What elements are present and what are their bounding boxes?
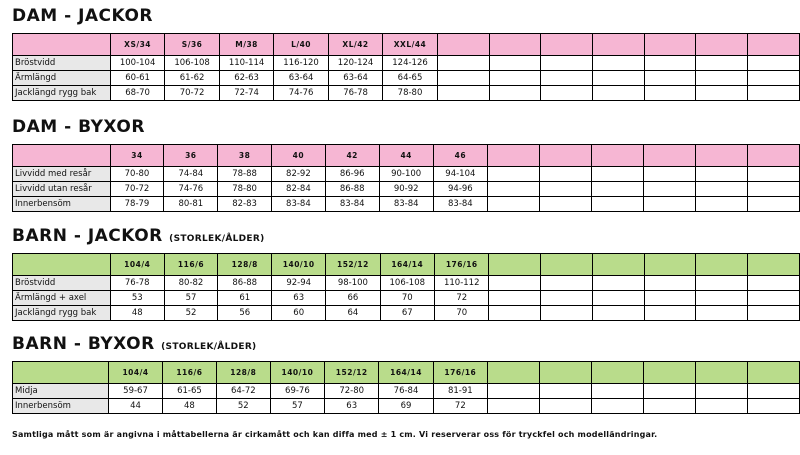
measurement-value: 60 [272,306,326,321]
section-title [12,226,264,246]
empty-cell [644,56,696,71]
measurement-value: 70-72 [165,86,219,101]
measurement-row [13,291,800,306]
empty-header-cell [592,34,644,56]
header-label-cell [13,362,109,384]
empty-cell [591,182,643,197]
empty-header-cell [747,145,799,167]
measurement-value: 86-88 [218,276,272,291]
empty-header-cell [539,145,591,167]
empty-cell [489,306,541,321]
measurement-row [13,276,800,291]
measurement-value: 63 [272,291,326,306]
empty-cell [592,86,644,101]
size-table [12,33,800,101]
empty-header-cell [747,362,799,384]
size-header-cell: 116/6 [162,362,216,384]
measurement-value: 83-84 [325,197,379,212]
size-header-cell: 46 [433,145,487,167]
size-header-cell: 140/10 [272,254,326,276]
empty-cell [591,197,643,212]
empty-cell [696,291,748,306]
size-header-cell: 104/4 [110,254,164,276]
empty-cell [696,306,748,321]
section-title [12,117,145,137]
measurement-row [13,384,800,399]
measurement-row [13,56,800,71]
measurement-value: 72-74 [219,86,273,101]
measurement-value: 83-84 [271,197,325,212]
empty-cell [643,197,695,212]
empty-cell [487,197,539,212]
empty-header-cell [748,254,800,276]
empty-cell [539,182,591,197]
empty-cell [747,399,799,414]
empty-header-cell [643,145,695,167]
measurement-value: 67 [380,306,434,321]
empty-cell [747,384,799,399]
empty-cell [592,291,644,306]
size-header-cell: 152/12 [326,254,380,276]
empty-cell [748,86,800,101]
size-header-cell: S/36 [165,34,219,56]
empty-cell [539,399,591,414]
empty-cell [592,56,644,71]
header-label-cell [13,34,111,56]
empty-cell [539,167,591,182]
section-title-text: BARN - JACKOR [12,226,163,246]
empty-header-cell [695,362,747,384]
empty-cell [437,71,489,86]
empty-cell [592,306,644,321]
measurement-label: Midja [13,384,109,399]
empty-cell [643,167,695,182]
measurement-value: 69-76 [270,384,324,399]
measurement-value: 59-67 [109,384,163,399]
measurement-value: 64-72 [216,384,270,399]
empty-cell [696,56,748,71]
empty-cell [541,291,593,306]
empty-cell [643,384,695,399]
empty-cell [696,276,748,291]
section-title [12,334,256,354]
empty-header-cell [539,362,591,384]
size-header-cell: 164/14 [379,362,433,384]
measurement-value: 82-83 [218,197,272,212]
measurement-label: Ärmlängd + axel [13,291,111,306]
empty-cell [487,167,539,182]
empty-cell [541,276,593,291]
empty-cell [592,276,644,291]
empty-header-cell [695,145,747,167]
empty-header-cell [643,362,695,384]
empty-cell [488,399,540,414]
empty-header-cell [541,34,593,56]
measurement-label: Livvidd utan resår [13,182,111,197]
size-table [12,144,800,212]
measurement-value: 72 [433,399,487,414]
measurement-value: 74-76 [274,86,328,101]
empty-cell [487,182,539,197]
empty-cell [643,182,695,197]
measurement-row [13,86,800,101]
measurement-value: 76-78 [328,86,382,101]
measurement-value: 110-114 [219,56,273,71]
measurement-value: 57 [164,291,218,306]
measurement-value: 78-80 [383,86,437,101]
empty-header-cell [489,34,541,56]
measurement-value: 78-80 [218,182,272,197]
size-header-cell: 34 [110,145,164,167]
empty-cell [591,384,643,399]
measurement-value: 61-62 [165,71,219,86]
measurement-value: 90-100 [379,167,433,182]
size-header-cell: 44 [379,145,433,167]
measurement-value: 66 [326,291,380,306]
empty-cell [489,71,541,86]
measurement-value: 94-104 [433,167,487,182]
empty-cell [747,182,799,197]
empty-header-cell [644,34,696,56]
size-header-cell: 152/12 [325,362,379,384]
size-table [12,253,800,321]
measurement-value: 52 [216,399,270,414]
size-header-cell: 176/16 [433,362,487,384]
measurement-value: 56 [218,306,272,321]
empty-cell [437,86,489,101]
empty-cell [489,56,541,71]
empty-cell [541,306,593,321]
measurement-value: 61-65 [162,384,216,399]
measurement-label: Bröstvidd [13,276,111,291]
measurement-row [13,167,800,182]
measurement-value: 62-63 [219,71,273,86]
empty-cell [644,71,696,86]
size-header-cell: XL/42 [328,34,382,56]
measurement-value: 90-92 [379,182,433,197]
size-header-cell: 140/10 [270,362,324,384]
empty-cell [695,182,747,197]
size-header-cell: 176/16 [435,254,489,276]
measurement-value: 76-78 [110,276,164,291]
measurement-value: 120-124 [328,56,382,71]
measurement-value: 63 [325,399,379,414]
measurement-label: Ärmlängd [13,71,111,86]
measurement-label: Livvidd med resår [13,167,111,182]
measurement-value: 78-79 [110,197,164,212]
empty-header-cell [591,362,643,384]
measurement-row [13,197,800,212]
empty-cell [748,276,800,291]
size-header-cell: L/40 [274,34,328,56]
measurement-value: 78-88 [218,167,272,182]
measurement-value: 63-64 [274,71,328,86]
measurement-value: 80-81 [164,197,218,212]
empty-header-cell [592,254,644,276]
empty-cell [696,71,748,86]
section-title-text: DAM - BYXOR [12,117,145,137]
measurement-value: 92-94 [272,276,326,291]
measurement-row [13,399,800,414]
empty-header-cell [489,254,541,276]
empty-cell [591,399,643,414]
empty-cell [644,291,696,306]
measurement-value: 60-61 [110,71,164,86]
measurement-value: 100-104 [110,56,164,71]
measurement-value: 70-72 [110,182,164,197]
empty-cell [489,86,541,101]
size-header-row [13,362,800,384]
measurement-value: 64 [326,306,380,321]
empty-cell [695,384,747,399]
empty-cell [748,291,800,306]
size-header-cell: 40 [271,145,325,167]
measurement-value: 70-80 [110,167,164,182]
section-title [12,6,153,26]
empty-header-cell [696,34,748,56]
measurement-value: 70 [435,306,489,321]
empty-cell [489,276,541,291]
empty-cell [591,167,643,182]
empty-header-cell [748,34,800,56]
empty-cell [748,306,800,321]
measurement-value: 83-84 [379,197,433,212]
size-header-cell: 128/8 [218,254,272,276]
measurement-value: 48 [162,399,216,414]
size-header-cell: 42 [325,145,379,167]
empty-cell [592,71,644,86]
measurement-value: 74-76 [164,182,218,197]
empty-header-cell [488,362,540,384]
measurement-value: 80-82 [164,276,218,291]
empty-cell [695,197,747,212]
measurement-value: 64-65 [383,71,437,86]
empty-cell [748,71,800,86]
measurement-value: 72-80 [325,384,379,399]
empty-cell [541,86,593,101]
size-header-cell: 36 [164,145,218,167]
size-header-cell: 164/14 [380,254,434,276]
measurement-value: 83-84 [433,197,487,212]
measurement-value: 82-84 [271,182,325,197]
measurement-value: 61 [218,291,272,306]
empty-cell [747,167,799,182]
measurement-value: 98-100 [326,276,380,291]
size-header-row [13,145,800,167]
measurement-value: 86-96 [325,167,379,182]
measurement-row [13,182,800,197]
section-subtitle: (STORLEK/ÅLDER) [161,342,257,352]
empty-header-cell [696,254,748,276]
measurement-value: 86-88 [325,182,379,197]
measurement-value: 106-108 [380,276,434,291]
measurement-value: 76-84 [379,384,433,399]
empty-cell [748,56,800,71]
section-title-text: DAM - JACKOR [12,6,153,26]
size-header-cell: XXL/44 [383,34,437,56]
measurement-value: 116-120 [274,56,328,71]
measurement-value: 72 [435,291,489,306]
size-table [12,361,800,414]
size-header-cell: XS/34 [110,34,164,56]
measurement-label: Jacklängd rygg bak [13,306,111,321]
empty-cell [695,399,747,414]
measurement-value: 106-108 [165,56,219,71]
empty-header-cell [591,145,643,167]
empty-cell [644,86,696,101]
size-header-row [13,34,800,56]
measurement-value: 70 [380,291,434,306]
empty-cell [539,197,591,212]
empty-cell [489,291,541,306]
empty-header-cell [487,145,539,167]
empty-header-cell [437,34,489,56]
empty-cell [695,167,747,182]
measurement-value: 63-64 [328,71,382,86]
empty-header-cell [541,254,593,276]
measurement-value: 82-92 [271,167,325,182]
size-header-cell: M/38 [219,34,273,56]
measurement-label: Innerbensöm [13,399,109,414]
measurement-value: 53 [110,291,164,306]
measurement-value: 94-96 [433,182,487,197]
measurement-value: 52 [164,306,218,321]
size-header-cell: 38 [218,145,272,167]
empty-cell [644,306,696,321]
section-subtitle: (STORLEK/ÅLDER) [169,234,265,244]
measurement-value: 48 [110,306,164,321]
empty-cell [643,399,695,414]
empty-cell [539,384,591,399]
empty-cell [488,384,540,399]
empty-cell [696,86,748,101]
size-header-cell: 116/6 [164,254,218,276]
size-header-cell: 128/8 [216,362,270,384]
measurement-row [13,71,800,86]
size-header-cell: 104/4 [109,362,163,384]
measurement-label: Innerbensöm [13,197,111,212]
section-title-text: BARN - BYXOR [12,334,155,354]
measurement-value: 69 [379,399,433,414]
measurement-value: 68-70 [110,86,164,101]
empty-cell [747,197,799,212]
measurement-value: 57 [270,399,324,414]
measurement-label: Bröstvidd [13,56,111,71]
empty-cell [644,276,696,291]
measurement-value: 124-126 [383,56,437,71]
measurement-label: Jacklängd rygg bak [13,86,111,101]
empty-cell [437,56,489,71]
empty-header-cell [644,254,696,276]
empty-cell [541,71,593,86]
measurement-row [13,306,800,321]
footnote: Samtliga mått som är angivna i måttabellerna är cirkamått och kan diffa med ± 1 cm. Vi reserverar oss för tryckfel och modelländringar. [12,430,658,439]
measurement-value: 110-112 [435,276,489,291]
header-label-cell [13,145,111,167]
measurement-value: 74-84 [164,167,218,182]
measurement-value: 81-91 [433,384,487,399]
measurement-value: 44 [109,399,163,414]
size-header-row [13,254,800,276]
empty-cell [541,56,593,71]
header-label-cell [13,254,111,276]
